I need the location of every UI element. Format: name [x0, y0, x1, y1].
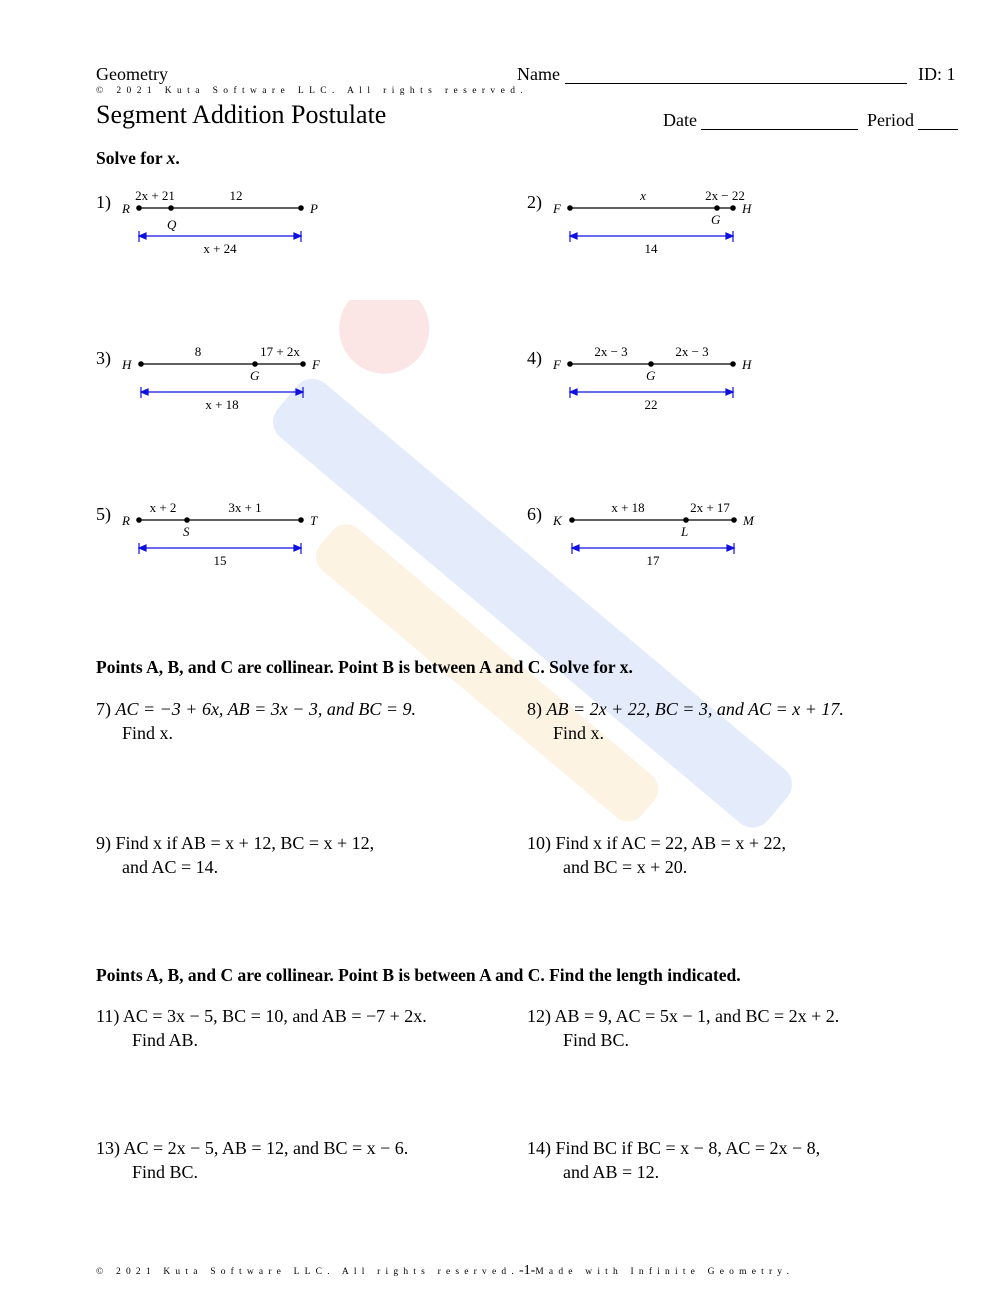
- point: [136, 517, 142, 523]
- segment-label: 2x + 17: [690, 500, 730, 515]
- point: [567, 205, 573, 211]
- problem-number: 3): [96, 348, 111, 368]
- total-label: 15: [213, 553, 227, 568]
- problem-text: AB = 2x + 22, BC = 3, and AC = x + 17.: [546, 699, 844, 719]
- total-label: 14: [644, 241, 658, 256]
- problem-11: [96, 1004, 427, 1052]
- total-label: 17: [646, 553, 660, 568]
- problem-task: Find BC.: [132, 1162, 199, 1182]
- total-label: x + 18: [205, 397, 239, 412]
- point-label: G: [711, 212, 721, 227]
- problem-text-cont: and AB = 12.: [563, 1162, 660, 1182]
- point: [168, 205, 174, 211]
- point-label: L: [681, 524, 689, 539]
- point-label: H: [742, 357, 752, 372]
- point-label: F: [553, 201, 561, 216]
- period-blank[interactable]: [918, 129, 958, 130]
- point-label: F: [553, 357, 561, 372]
- problem-7: [96, 697, 416, 745]
- problem-number: 5): [96, 504, 111, 524]
- total-label: x + 24: [203, 241, 237, 256]
- segment-label: x: [640, 188, 646, 203]
- point-label: F: [312, 357, 320, 372]
- segment-label: 2x − 22: [705, 188, 745, 203]
- point-label: R: [122, 513, 130, 528]
- problem-number: 14): [527, 1138, 551, 1158]
- point-label: T: [310, 513, 318, 528]
- problem-task: Find x.: [553, 723, 605, 743]
- problem-task: Find BC.: [563, 1030, 630, 1050]
- date-label: Date: [663, 110, 697, 130]
- segment-label: 17 + 2x: [260, 344, 300, 359]
- course-name: Geometry: [96, 64, 168, 84]
- date-blank[interactable]: [701, 129, 858, 130]
- segment-label: 12: [229, 188, 243, 203]
- point-label: M: [743, 513, 754, 528]
- problem-text: AC = −3 + 6x, AB = 3x − 3, and BC = 9.: [115, 699, 417, 719]
- copyright-notice: © 2021 Kuta Software LLC. All rights reserved.: [96, 86, 529, 96]
- point-label: H: [122, 357, 132, 372]
- worksheet-title: Segment Addition Postulate: [96, 100, 387, 129]
- problem-text-cont: and AC = 14.: [122, 857, 219, 877]
- name-blank[interactable]: [565, 83, 907, 84]
- segment-label: 2x + 21: [135, 188, 175, 203]
- point: [298, 205, 304, 211]
- page-number: -1-: [518, 1263, 536, 1278]
- point-label: Q: [167, 217, 177, 232]
- point: [138, 361, 144, 367]
- footer-copyright: © 2021 Kuta Software LLC. All rights reserved.: [96, 1267, 519, 1277]
- problem-number: 7): [96, 699, 111, 719]
- problem-10: [527, 831, 786, 879]
- problem-number: 2): [527, 192, 542, 212]
- footer-credit: Made with Infinite Geometry.: [535, 1267, 795, 1277]
- id-label: ID: 1: [918, 64, 956, 84]
- point-label: G: [646, 368, 656, 383]
- segment-label: x + 18: [611, 500, 645, 515]
- point: [730, 205, 736, 211]
- problem-text: Find BC if BC = x − 8, AC = 2x − 8,: [555, 1138, 821, 1158]
- point-label: K: [553, 513, 562, 528]
- problem-number: 12): [527, 1006, 551, 1026]
- problem-number: 6): [527, 504, 542, 524]
- problem-number: 11): [96, 1006, 120, 1026]
- problem-task: Find x.: [122, 723, 174, 743]
- problem-9: [96, 831, 374, 879]
- problem-text-cont: and BC = x + 20.: [563, 857, 688, 877]
- problem-number: 1): [96, 192, 111, 212]
- problem-14: [527, 1136, 820, 1184]
- point-label: H: [742, 201, 752, 216]
- problem-8: [527, 697, 844, 745]
- problem-number: 13): [96, 1138, 120, 1158]
- point-label: S: [183, 524, 190, 539]
- point-label: R: [122, 201, 130, 216]
- segment-label: 8: [194, 344, 202, 359]
- problem-13: [96, 1136, 408, 1184]
- name-label: Name: [517, 64, 560, 84]
- problem-text: AB = 9, AC = 5x − 1, and BC = 2x + 2.: [554, 1006, 840, 1026]
- point: [136, 205, 142, 211]
- point-label: G: [250, 368, 260, 383]
- segment-label: x + 2: [149, 500, 177, 515]
- section1-instruction: Solve for x.: [96, 148, 180, 168]
- problem-number: 8): [527, 699, 542, 719]
- total-label: 22: [644, 397, 658, 412]
- problem-text: AC = 3x − 5, BC = 10, and AB = −7 + 2x.: [122, 1006, 427, 1026]
- footer: [96, 1263, 794, 1279]
- segment-label: 3x + 1: [228, 500, 262, 515]
- segment-label: 2x − 3: [675, 344, 709, 359]
- section2-instruction: Points A, B, and C are collinear. Point B is between A and C. Solve for x.: [96, 657, 633, 677]
- problem-text: Find x if AB = x + 12, BC = x + 12,: [115, 833, 375, 853]
- section3-instruction: Points A, B, and C are collinear. Point B is between A and C. Find the length indicated.: [96, 965, 741, 985]
- point-label: P: [310, 201, 318, 216]
- problem-12: [527, 1004, 839, 1052]
- problem-text: Find x if AC = 22, AB = x + 22,: [555, 833, 786, 853]
- problem-number: 9): [96, 833, 111, 853]
- segment-label: 2x − 3: [594, 344, 628, 359]
- problem-text: AC = 2x − 5, AB = 12, and BC = x − 6.: [123, 1138, 409, 1158]
- problem-task: Find AB.: [132, 1030, 199, 1050]
- problem-number: 10): [527, 833, 551, 853]
- point: [714, 205, 720, 211]
- problem-number: 4): [527, 348, 542, 368]
- period-label: Period: [867, 110, 914, 130]
